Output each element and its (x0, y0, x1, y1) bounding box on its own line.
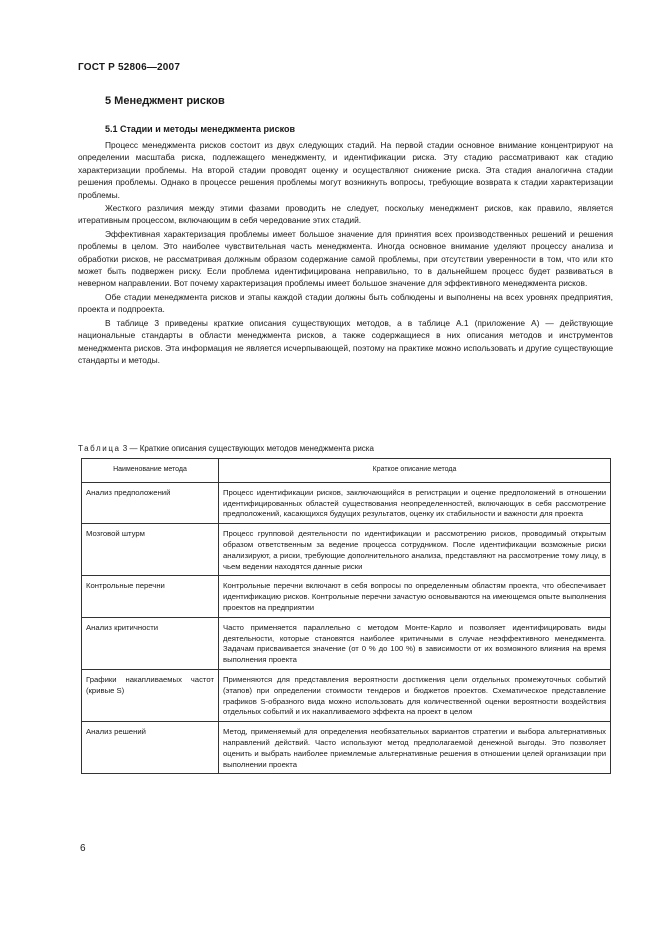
method-description: Применяются для представления вероятности достижения цели отдельных промежуточных событий (этапов) при определении стоимости тендеров и бюджетов проектов. Схематическое представление графиков S-образного вида можно использовать для количественной оценки вероятности воздействия отдельных событий и их накапливаемого эффекта на проект в целом (219, 669, 611, 721)
table-header-row (82, 459, 611, 483)
table-caption-prefix: Таблица (78, 444, 121, 453)
standard-header: ГОСТ Р 52806—2007 (78, 62, 181, 73)
table-row (82, 576, 611, 617)
section-title: 5 Менеджмент рисков (105, 95, 225, 107)
column-header-method: Наименование метода (82, 459, 219, 483)
paragraph: Эффективная характеризация проблемы имеет большое значение для принятия всех производственных решений и решения проблемы в целом. Это наиболее чувствительная часть менеджмента. Иногда основное внимание уделяют процессу анализа и обработки рисков, не рассматривая должным образом содержание самой проблемы, при отсутствии уверенности в том, что или кто может быть подвержен риску. Если проблема идентифицирована неправильно, то в дальнейшем процесс будет развиваться в неверном направлении. Вот почему характеризация проблемы имеет большое значение для эффективного менеджмента рисков. (78, 228, 613, 289)
table-row (82, 482, 611, 523)
body-text (78, 139, 613, 367)
method-name: Графики накапливаемых частот (кривые S) (82, 669, 219, 721)
method-description: Контрольные перечни включают в себя вопросы по определенным областям проекта, что обеспечивает идентификацию рисков. Контрольные перечни зачастую основываются на имеющемся опыте выполнения проектов на предприятии (219, 576, 611, 617)
method-description: Часто применяется параллельно с методом Монте-Карло и позволяет идентифицировать виды деятельности, которые становятся наиболее критичными в случае неэффективного менеджмента. Задачам присваивается значение (от 0 % до 100 %) в зависимости от их возможного влияния на время выполнения проекта (219, 617, 611, 669)
paragraph: Жесткого различия между этими фазами проводить не следует, поскольку менеджмент рисков, как правило, является итеративным процессом, включающим в себя чередование этих стадий. (78, 203, 613, 226)
method-name: Анализ предположений (82, 482, 219, 523)
table-row (82, 722, 611, 774)
paragraph: В таблице 3 приведены краткие описания существующих методов, а в таблице А.1 (приложение А) — действующие национальные стандарты в области менеджмента рисков, а также содержащиеся в них описания методов и инструментов менеджмента рисков. Эта информация не является исчерпывающей, поэтому на практике можно использовать и другие существующие стандарты и методы. (78, 317, 613, 365)
method-name: Мозговой штурм (82, 524, 219, 576)
table-row (82, 669, 611, 721)
method-description: Процесс идентификации рисков, заключающийся в регистрации и оценке предположений в отношении идентифицированных областей существования неопределенностей, включающих в себя рассмотрение предположений, касающихся будущих результатов, оценку их стабильности и важности для проекта (219, 482, 611, 523)
table-row (82, 617, 611, 669)
method-name: Контрольные перечни (82, 576, 219, 617)
table-caption (78, 444, 374, 453)
method-name: Анализ решений (82, 722, 219, 774)
column-header-description: Краткое описание метода (219, 459, 611, 483)
paragraph: Процесс менеджмента рисков состоит из двух следующих стадий. На первой стадии основное внимание концентрируют на определении масштаба риска, подлежащего менеджменту, и идентификации риска. Эту стадию рассматривают как стадию характеризации проблемы. На второй стадии проводят оценку и осуществляют снижение риска. Эта стадия аналогична стадии решения проблемы. Однако в процессе решения проблемы могут возникнуть вопросы, требующие возврата к стадии характеризации проблемы. (78, 140, 613, 200)
method-name: Анализ критичности (82, 617, 219, 669)
paragraph: Обе стадии менеджмента рисков и этапы каждой стадии должны быть соблюдены и выполнены на всех уровнях предприятия, проекта и подпроекта. (78, 291, 613, 315)
method-description: Процесс групповой деятельности по идентификации и рассмотрению рисков, проводимый открытым образом ответственным за ведение процесса сотрудником. После идентификации возможные риски анализируют, а риски, требующие дополнительного анализа, представляют на рассмотрение тому лицу, в чьем ведении находятся данные риски (219, 524, 611, 576)
subsection-title: 5.1 Стадии и методы менеджмента рисков (105, 124, 296, 134)
table-caption-text: 3 — Краткие описания существующих методов менеджмента риска (120, 444, 374, 453)
methods-table (81, 458, 611, 774)
method-description: Метод, применяемый для определения необязательных вариантов стратегии и выбора альтернативных направлений действий. Часто используют метод предполагаемой денежной выгоды. Это позволяет оценить и выбрать наиболее приемлемые альтернативные решения в отношении целей организации при выполнении проекта (219, 722, 611, 774)
table-row (82, 524, 611, 576)
page-number: 6 (80, 843, 86, 854)
